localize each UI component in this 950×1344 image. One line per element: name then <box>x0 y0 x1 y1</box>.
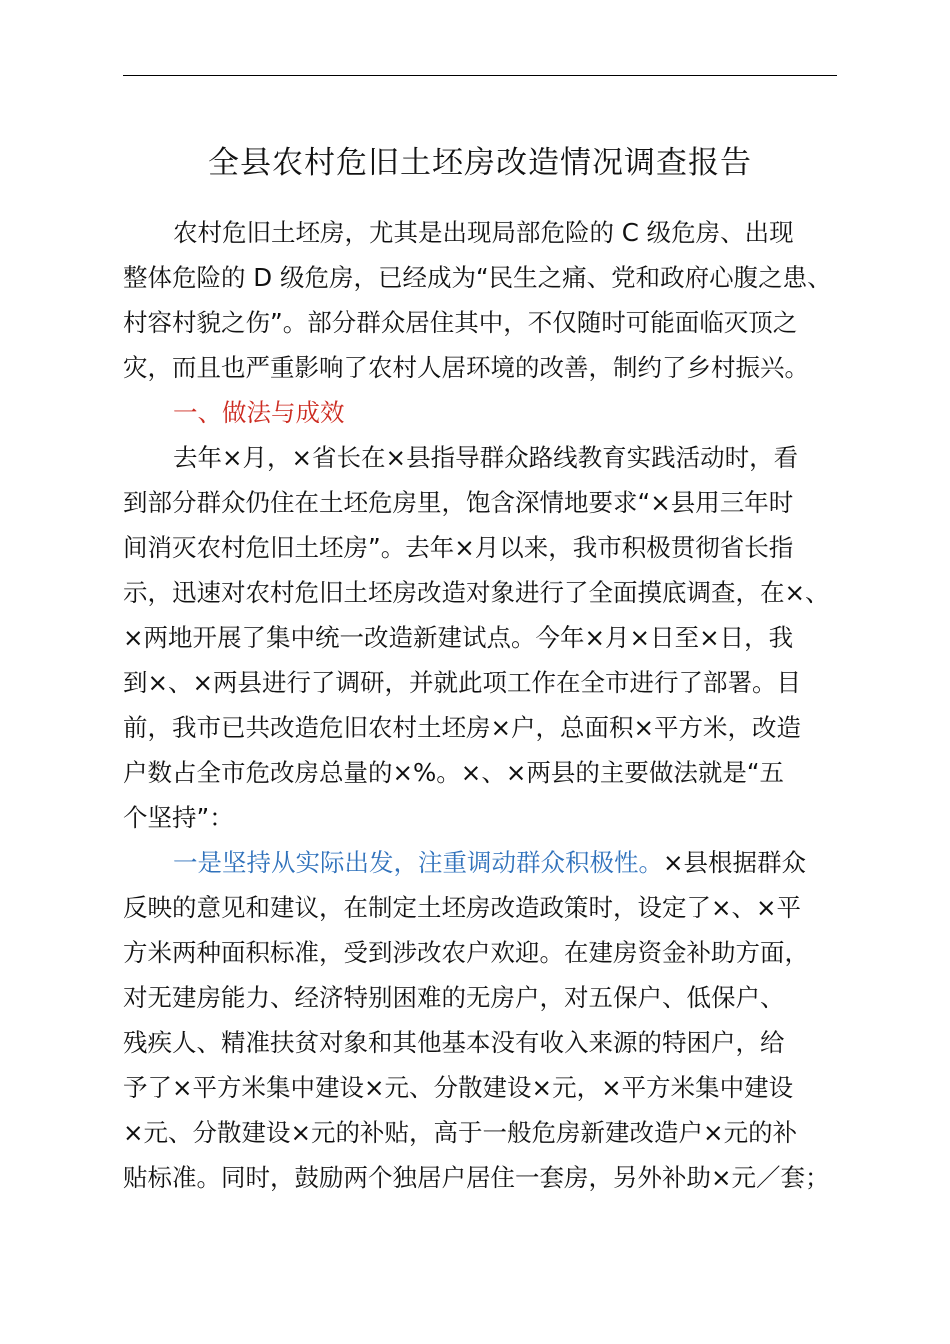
document-body <box>123 210 863 1200</box>
paragraph-line: ×两地开展了集中统一改造新建试点。今年×月×日至×日，我 <box>123 623 794 652</box>
paragraph-line <box>123 840 863 885</box>
paragraph-line: 示，迅速对农村危旧土坯房改造对象进行了全面摸底调查，在×、 <box>123 578 830 607</box>
paragraph-line: 予了×平方米集中建设×元、分散建设×元，×平方米集中建设 <box>123 1073 794 1102</box>
paragraph-line: 户数占全市危改房总量的×%。×、×两县的主要做法就是“五 <box>123 758 785 787</box>
paragraph-line: 到部分群众仍住在土坯危房里，饱含深情地要求“×县用三年时 <box>123 488 794 517</box>
paragraph-line: 到×、×两县进行了调研，并就此项工作在全市进行了部署。目 <box>123 668 802 697</box>
document-title: 全县农村危旧土坯房改造情况调查报告 <box>208 145 752 181</box>
paragraph-line: 反映的意见和建议，在制定土坯房改造政策时，设定了×、×平 <box>123 893 802 922</box>
paragraph-line: 对无建房能力、经济特别困难的无房户，对五保户、低保户、 <box>123 983 785 1012</box>
paragraph-line: 方米两种面积标准，受到涉改农户欢迎。在建房资金补助方面， <box>123 938 809 967</box>
practice-lead-sentence: 一是坚持从实际出发，注重调动群众积极性。 <box>173 848 663 877</box>
paragraph-line: 农村危旧土坯房，尤其是出现局部危险的 C 级危房、出现 <box>173 218 794 247</box>
paragraph-line: 灾，而且也严重影响了农村人居环境的改善，制约了乡村振兴。 <box>123 353 809 382</box>
paragraph-line: 前，我市已共改造危旧农村土坯房×户，总面积×平方米，改造 <box>123 713 802 742</box>
paragraph-line: ×元、分散建设×元的补贴，高于一般危房新建改造户×元的补 <box>123 1118 798 1147</box>
header-rule <box>123 75 837 76</box>
paragraph-line: 整体危险的 D 级危房，已经成为“民生之痛、党和政府心腹之患、 <box>123 263 832 292</box>
paragraph-practices <box>123 435 863 840</box>
paragraph-line: 个坚持”： <box>123 803 234 832</box>
section-heading: 一、做法与成效 <box>173 398 345 427</box>
paragraph-intro <box>123 210 863 390</box>
paragraph-line: 间消灭农村危旧土坯房”。去年×月以来，我市积极贯彻省长指 <box>123 533 794 562</box>
paragraph-first-practice <box>123 840 863 1200</box>
paragraph-line: 村容村貌之伤”。部分群众居住其中，不仅随时可能面临灭顶之 <box>123 308 798 337</box>
practice-line-rest: ×县根据群众 <box>663 848 807 877</box>
paragraph-line: 贴标准。同时，鼓励两个独居户居住一套房，另外补助×元／套； <box>123 1163 830 1192</box>
paragraph-line: 去年×月，×省长在×县指导群众路线教育实践活动时，看 <box>173 443 799 472</box>
paragraph-line: 残疾人、精准扶贫对象和其他基本没有收入来源的特困户，给 <box>123 1028 785 1057</box>
